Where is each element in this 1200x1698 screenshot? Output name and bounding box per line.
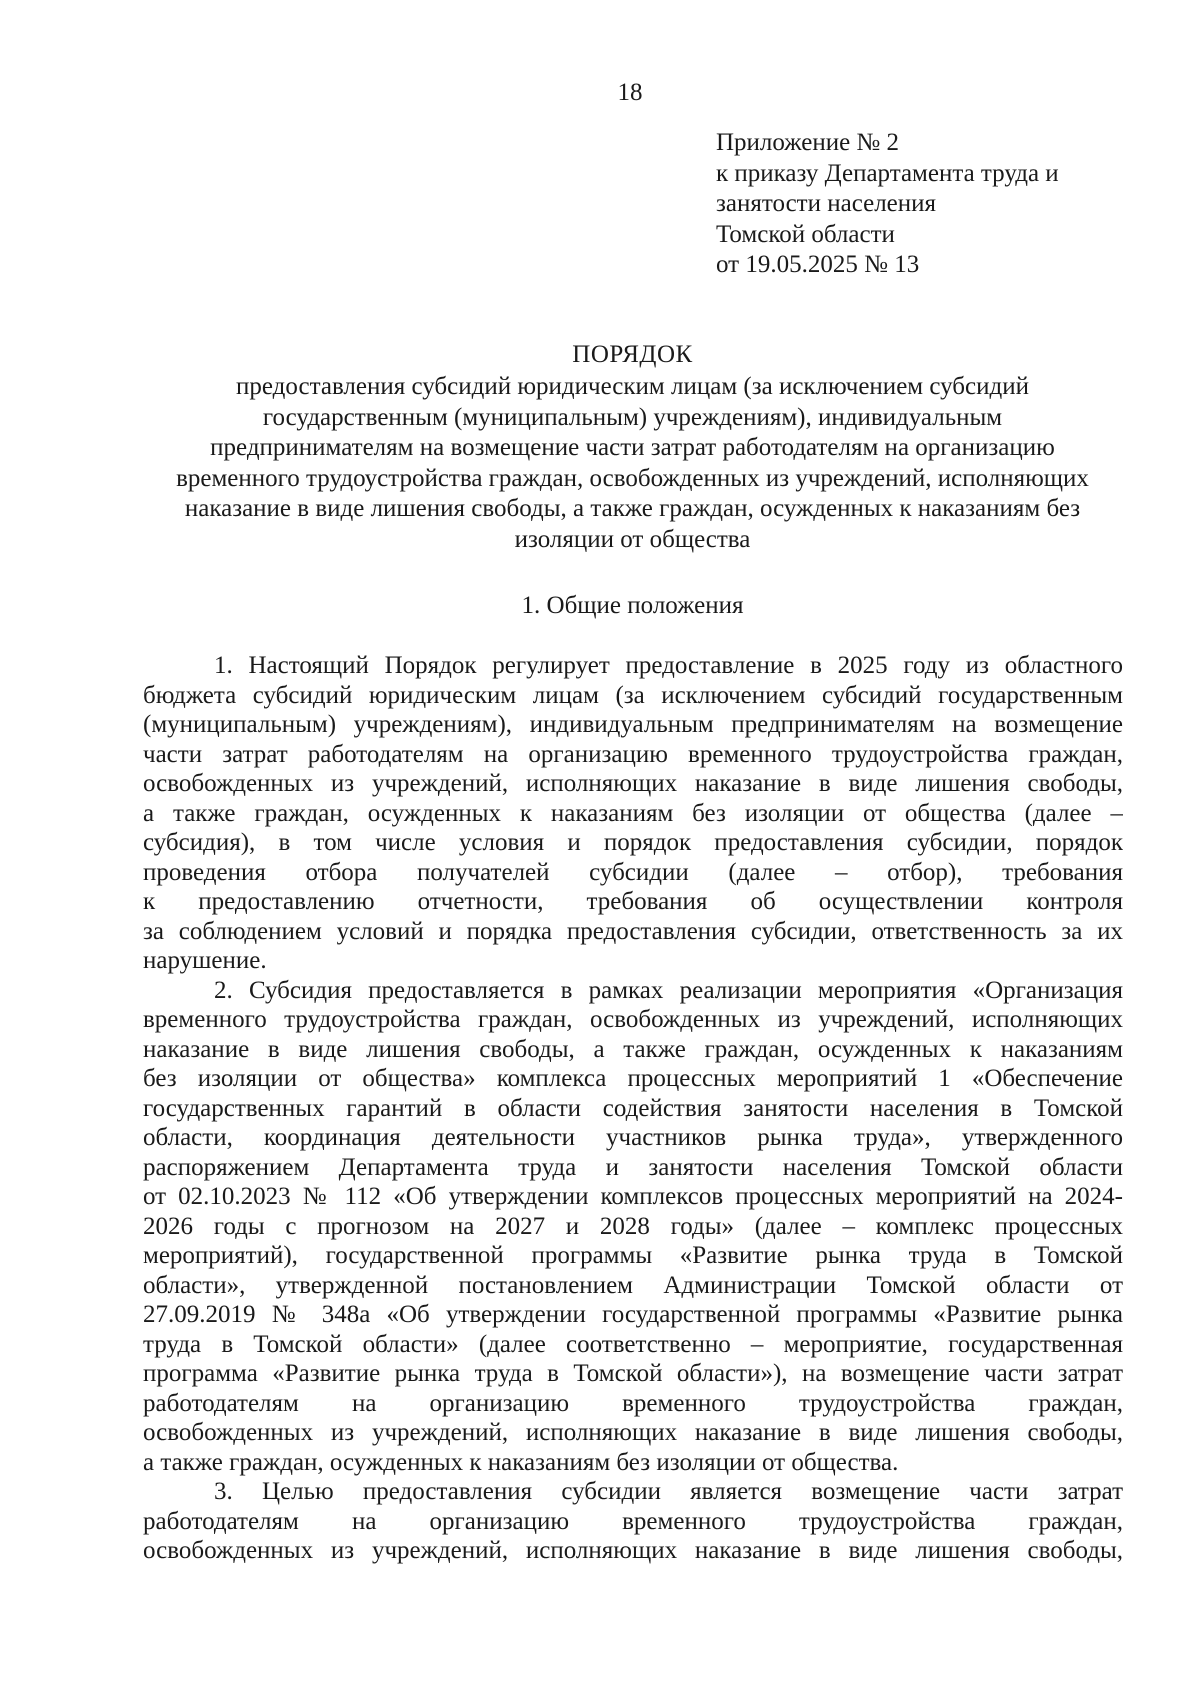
subtitle-line: предпринимателям на возмещение части затрат работодателям на организацию bbox=[210, 434, 1055, 462]
subtitle-line: изоляции от общества bbox=[514, 525, 751, 553]
appendix-line: Томской области bbox=[716, 220, 895, 248]
subtitle-line: предоставления субсидий юридическим лицам (за исключением субсидий bbox=[236, 373, 1029, 400]
text-line: работодателям на организацию временного трудоустройства граждан, bbox=[143, 1389, 1123, 1417]
subtitle-line: наказание в виде лишения свободы, а также граждан, осужденных к наказаниям без bbox=[184, 495, 1081, 523]
text-line: наказание в виде лишения свободы, а также граждан, осужденных к наказаниям bbox=[143, 1035, 1123, 1063]
text-line: без изоляции от общества» комплекса процессных мероприятий 1 «Обеспечение bbox=[143, 1065, 1123, 1092]
appendix-line: к приказу Департамента труда и bbox=[716, 159, 1059, 187]
text-line: государственных гарантий в области содействия занятости населения в Томской bbox=[143, 1094, 1123, 1122]
appendix-line: Приложение № 2 bbox=[716, 129, 900, 156]
paragraph-3 bbox=[143, 1477, 1123, 1566]
document-title: ПОРЯДОК bbox=[572, 341, 693, 368]
text-line: 3. Целью предоставления субсидии является возмещение части затрат bbox=[214, 1478, 1123, 1505]
text-line: 2026 годы с прогнозом на 2027 и 2028 годы» (далее – комплекс процессных bbox=[143, 1212, 1123, 1240]
subtitle-line: государственным (муниципальным) учреждениям), индивидуальным bbox=[262, 403, 1003, 431]
page-number: 18 bbox=[617, 79, 643, 106]
text-line: субсидия), в том числе условия и порядок предоставления субсидии, порядок bbox=[143, 829, 1123, 856]
text-line: от 02.10.2023 № 112 «Об утверждении комплексов процессных мероприятий на 2024- bbox=[143, 1183, 1123, 1210]
text-line: а также граждан, осужденных к наказаниям без изоляции от общества. bbox=[143, 1448, 899, 1476]
text-line: а также граждан, осужденных к наказаниям без изоляции от общества (далее – bbox=[143, 799, 1123, 827]
text-line: нарушение. bbox=[143, 947, 267, 974]
text-line: части затрат работодателям на организацию временного трудоустройства граждан, bbox=[143, 740, 1123, 768]
text-line: освобожденных из учреждений, исполняющих наказание в виде лишения свободы, bbox=[143, 1537, 1123, 1564]
text-line: к предоставлению отчетности, требования об осуществлении контроля bbox=[143, 888, 1123, 915]
text-line: области», утвержденной постановлением Администрации Томской области от bbox=[143, 1271, 1123, 1299]
text-line: распоряжением Департамента труда и занятости населения Томской области bbox=[143, 1153, 1123, 1181]
appendix-line: занятости населения bbox=[716, 190, 937, 217]
section-heading: 1. Общие положения bbox=[521, 592, 744, 619]
paragraph-1 bbox=[143, 651, 1123, 976]
text-line: временного трудоустройства граждан, освобожденных из учреждений, исполняющих bbox=[143, 1006, 1123, 1033]
paragraph-2 bbox=[143, 976, 1123, 1478]
text-line: 2. Субсидия предоставляется в рамках реализации мероприятия «Организация bbox=[214, 976, 1123, 1004]
text-line: проведения отбора получателей субсидии (далее – отбор), требования bbox=[143, 858, 1123, 886]
appendix-block bbox=[716, 128, 1176, 281]
body-text bbox=[143, 651, 1123, 1566]
text-line: бюджета субсидий юридическим лицам (за исключением субсидий государственным bbox=[143, 681, 1123, 709]
text-line: (муниципальным) учреждениям), индивидуальным предпринимателям на возмещение bbox=[143, 711, 1123, 738]
text-line: мероприятий), государственной программы «Развитие рынка труда в Томской bbox=[143, 1242, 1123, 1269]
text-line: освобожденных из учреждений, исполняющих наказание в виде лишения свободы, bbox=[143, 1419, 1123, 1446]
subtitle-line: временного трудоустройства граждан, освобожденных из учреждений, исполняющих bbox=[176, 464, 1089, 492]
text-line: за соблюдением условий и порядка предоставления субсидии, ответственность за их bbox=[143, 917, 1123, 945]
title-block bbox=[140, 340, 1125, 556]
appendix-line: от 19.05.2025 № 13 bbox=[716, 251, 920, 278]
text-line: 1. Настоящий Порядок регулирует предоставление в 2025 году из областного bbox=[214, 652, 1123, 679]
text-line: области, координация деятельности участников рынка труда», утвержденного bbox=[143, 1124, 1123, 1151]
text-line: труда в Томской области» (далее соответственно – мероприятие, государственная bbox=[143, 1330, 1123, 1358]
text-line: 27.09.2019 № 348а «Об утверждении государственной программы «Развитие рынка bbox=[143, 1301, 1123, 1328]
text-line: программа «Развитие рынка труда в Томской области»), на возмещение части затрат bbox=[143, 1360, 1123, 1387]
document-subtitle bbox=[140, 372, 1125, 556]
text-line: работодателям на организацию временного трудоустройства граждан, bbox=[143, 1507, 1123, 1535]
text-line: освобожденных из учреждений, исполняющих наказание в виде лишения свободы, bbox=[143, 770, 1123, 797]
